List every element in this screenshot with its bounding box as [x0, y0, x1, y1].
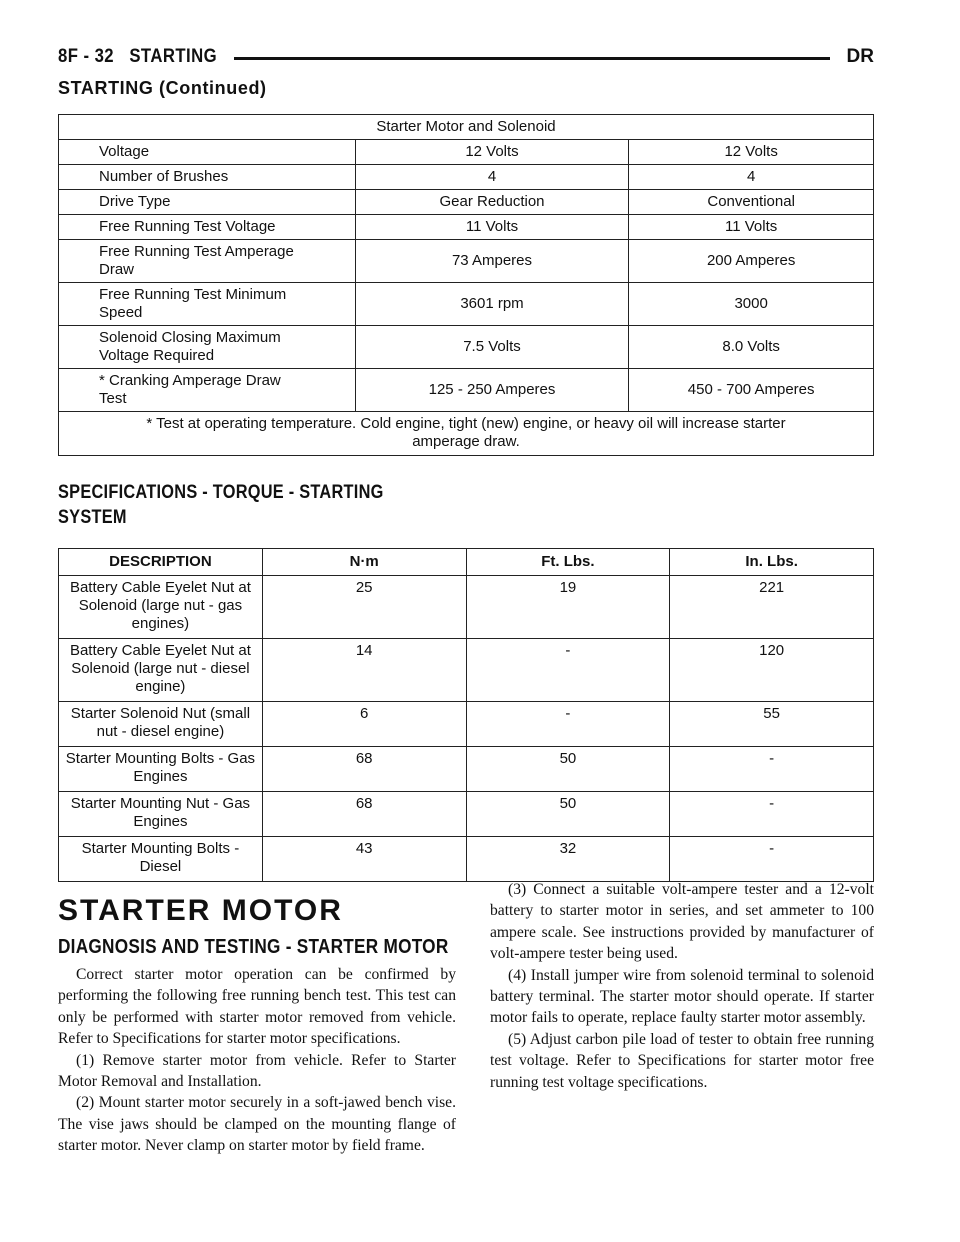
paragraph: (1) Remove starter motor from vehicle. Refer to Starter Motor Removal and Installation.	[58, 1051, 456, 1091]
table-row	[59, 369, 874, 412]
spec-value: 4	[629, 165, 874, 190]
table-footnote: * Test at operating temperature. Cold engine, tight (new) engine, or heavy oil will increase starter amperage draw.	[59, 412, 874, 456]
table-row	[59, 215, 874, 240]
right-column	[490, 879, 874, 1093]
torque-value: -	[670, 747, 874, 792]
torque-value: 50	[466, 747, 670, 792]
spec-label: Drive Type	[59, 190, 356, 215]
table-header-row	[59, 549, 874, 576]
spec-value: 73 Amperes	[355, 240, 629, 283]
table-row	[59, 165, 874, 190]
col-header-nm: N·m	[262, 549, 466, 576]
spec-label: Number of Brushes	[59, 165, 356, 190]
spec-value: 450 - 700 Amperes	[629, 369, 874, 412]
section-title: STARTER MOTOR	[58, 894, 343, 927]
torque-description: Starter Mounting Bolts - Gas Engines	[59, 747, 263, 792]
torque-value: 19	[466, 576, 670, 639]
left-column	[58, 964, 456, 1157]
page-header	[58, 44, 874, 72]
paragraph: Correct starter motor operation can be confirmed by performing the following free running bench test. This test can only be performed with starter motor removed from vehicle. Refer to Specifications for starter motor specifications.	[58, 966, 456, 1048]
header-rule	[234, 57, 830, 60]
spec-label: Free Running Test Minimum Speed	[59, 283, 356, 326]
col-header-description: DESCRIPTION	[59, 549, 263, 576]
spec-value: 3601 rpm	[355, 283, 629, 326]
spec-value: 11 Volts	[355, 215, 629, 240]
torque-value: 55	[670, 702, 874, 747]
spec-value: 11 Volts	[629, 215, 874, 240]
starter-spec-table	[58, 114, 874, 456]
table-row	[59, 240, 874, 283]
table-footnote-row	[59, 412, 874, 456]
spec-label: * Cranking Amperage Draw Test	[59, 369, 356, 412]
spec-value: Conventional	[629, 190, 874, 215]
torque-value: 50	[466, 792, 670, 837]
torque-description: Starter Mounting Nut - Gas Engines	[59, 792, 263, 837]
torque-value: 43	[262, 837, 466, 882]
torque-value: 25	[262, 576, 466, 639]
table-row	[59, 326, 874, 369]
torque-value: 32	[466, 837, 670, 882]
paragraph: (4) Install jumper wire from solenoid terminal to solenoid battery terminal. The starter motor should operate. If starter motor fails to operate, replace faulty starter motor assembly.	[490, 966, 874, 1027]
table-row	[59, 639, 874, 702]
manual-code: DR	[846, 46, 874, 67]
table-title: Starter Motor and Solenoid	[59, 115, 874, 140]
paragraph: (3) Connect a suitable volt-ampere tester and a 12-volt battery to starter motor in series, and set ammeter to 100 ampere scale. See instructions provided by manufacturer of volt-ampere tester being used.	[490, 881, 874, 963]
table-row	[59, 702, 874, 747]
torque-value: 221	[670, 576, 874, 639]
col-header-inlbs: In. Lbs.	[670, 549, 874, 576]
col-header-ftlbs: Ft. Lbs.	[466, 549, 670, 576]
table-row	[59, 837, 874, 882]
torque-description: Starter Mounting Bolts - Diesel	[59, 837, 263, 882]
torque-description: Starter Solenoid Nut (small nut - diesel engine)	[59, 702, 263, 747]
table-row	[59, 792, 874, 837]
spec-value: 125 - 250 Amperes	[355, 369, 629, 412]
spec-label: Free Running Test Voltage	[59, 215, 356, 240]
torque-value: 14	[262, 639, 466, 702]
diagnosis-heading: DIAGNOSIS AND TESTING - STARTER MOTOR	[58, 936, 449, 958]
torque-value: 68	[262, 792, 466, 837]
continued-title: STARTING (Continued)	[58, 78, 267, 98]
spec-value: 12 Volts	[355, 140, 629, 165]
table-title-row	[59, 115, 874, 140]
spec-value: 4	[355, 165, 629, 190]
torque-value: -	[466, 702, 670, 747]
spec-value: 12 Volts	[629, 140, 874, 165]
page-label: 8F - 32 STARTING	[58, 46, 218, 67]
torque-value: -	[466, 639, 670, 702]
spec-label: Free Running Test Amperage Draw	[59, 240, 356, 283]
spec-value: 3000	[629, 283, 874, 326]
spec-value: 8.0 Volts	[629, 326, 874, 369]
torque-value: 68	[262, 747, 466, 792]
table-row	[59, 747, 874, 792]
spec-value: Gear Reduction	[355, 190, 629, 215]
torque-description: Battery Cable Eyelet Nut at Solenoid (large nut - diesel engine)	[59, 639, 263, 702]
paragraph: (5) Adjust carbon pile load of tester to obtain free running test voltage. Refer to Specifications for starter motor free running test voltage specifications.	[490, 1030, 874, 1091]
torque-value: -	[670, 837, 874, 882]
spec-value: 7.5 Volts	[355, 326, 629, 369]
table-row	[59, 576, 874, 639]
table-row	[59, 190, 874, 215]
torque-description: Battery Cable Eyelet Nut at Solenoid (large nut - gas engines)	[59, 576, 263, 639]
torque-heading: SPECIFICATIONS - TORQUE - STARTING SYSTEM	[58, 482, 384, 528]
spec-label: Solenoid Closing Maximum Voltage Required	[59, 326, 356, 369]
torque-value: 120	[670, 639, 874, 702]
paragraph: (2) Mount starter motor securely in a soft-jawed bench vise. The vise jaws should be clamped on the mounting flange of starter motor. Never clamp on starter motor by field frame.	[58, 1094, 456, 1155]
torque-value: 6	[262, 702, 466, 747]
table-row	[59, 140, 874, 165]
spec-value: 200 Amperes	[629, 240, 874, 283]
torque-spec-table	[58, 548, 874, 882]
torque-value: -	[670, 792, 874, 837]
table-row	[59, 283, 874, 326]
spec-label: Voltage	[59, 140, 356, 165]
